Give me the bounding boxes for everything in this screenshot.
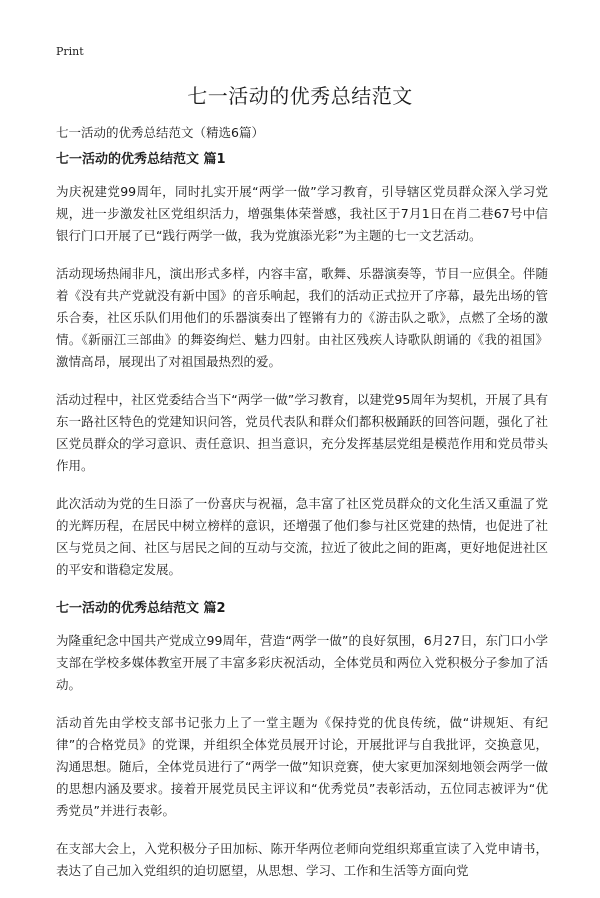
document-body bbox=[56, 148, 548, 898]
paragraph: 活动过程中，社区党委结合当下“两学一做”学习教育，以建党95周年为契机，开展了具有东一路社区特色的党建知识问答，党员代表队和群众们都积极踊跃的回答问题，强化了社区党员群众的学习意识、责任意识、担当意识，充分发挥基层党组是模范作用和党员带头作用。 bbox=[56, 392, 548, 473]
paragraph: 为隆重纪念中国共产党成立99周年，营造“两学一做”的良好氛围，6月27日，东门口小学支部在学校多媒体教室开展了丰富多彩庆祝活动，全体党员和两位入党积极分子参加了活动。 bbox=[56, 633, 548, 692]
paragraph: 为庆祝建党99周年，同时扎实开展“两学一做”学习教育，引导辖区党员群众深入学习党规，进一步激发社区党组织活力，增强集体荣誉感，我社区于7月1日在肖二巷67号中信银行门口开展了已“践行两学一做，我为党旗添光彩”为主题的七一文艺活动。 bbox=[56, 184, 548, 243]
paragraph: 活动现场热闹非凡，演出形式多样，内容丰富，歌舞、乐器演奏等，节目一应俱全。伴随着《没有共产党就没有新中国》的音乐响起，我们的活动正式拉开了序幕，最先出场的管乐合奏，社区乐队们用他们的乐器演奏出了铿锵有力的《游击队之歌》，点燃了全场的激情。《新丽江三部曲》的舞姿绚烂、魅力四射。由社区残疾人诗歌队朗诵的《我的祖国》激情高昂，展现出了对祖国最热烈的爱。 bbox=[56, 266, 548, 369]
section-heading: 七一活动的优秀总结范文 篇1 bbox=[56, 152, 226, 167]
section-heading: 七一活动的优秀总结范文 篇2 bbox=[56, 601, 226, 616]
page-title: 七一活动的优秀总结范文 bbox=[187, 84, 413, 108]
print-label[interactable]: Print bbox=[56, 45, 84, 58]
paragraph: 在支部大会上，入党积极分子田加标、陈开华两位老师向党组织郑重宣读了入党申请书，表达了自己加入党组织的迫切愿望，从思想、学习、工作和生活等方面向党 bbox=[56, 841, 548, 878]
document-subtitle: 七一活动的优秀总结范文（精选6篇） bbox=[56, 125, 264, 140]
paragraph: 此次活动为党的生日添了一份喜庆与祝福，急丰富了社区党员群众的文化生活又重温了党的光辉历程，在居民中树立榜样的意识，还增强了他们参与社区党建的热情，也促进了社区与党员之间、社区与居民之间的互动与交流，拉近了彼此之间的距离，更好地促进社区的平安和谐稳定发展。 bbox=[56, 496, 548, 577]
paragraph: 活动首先由学校支部书记张力上了一堂主题为《保持党的优良传统，做“讲规矩、有纪律”的合格党员》的党课，并组织全体党员展开讨论，开展批评与自我批评，交换意见，沟通思想。随后，全体党员进行了“两学一做”知识竞赛，使大家更加深刻地领会两学一做的思想内涵及要求。接着开展党员民主评议和“优秀党员”表彰活动，五位同志被评为“优秀党员”并进行表彰。 bbox=[56, 715, 548, 818]
